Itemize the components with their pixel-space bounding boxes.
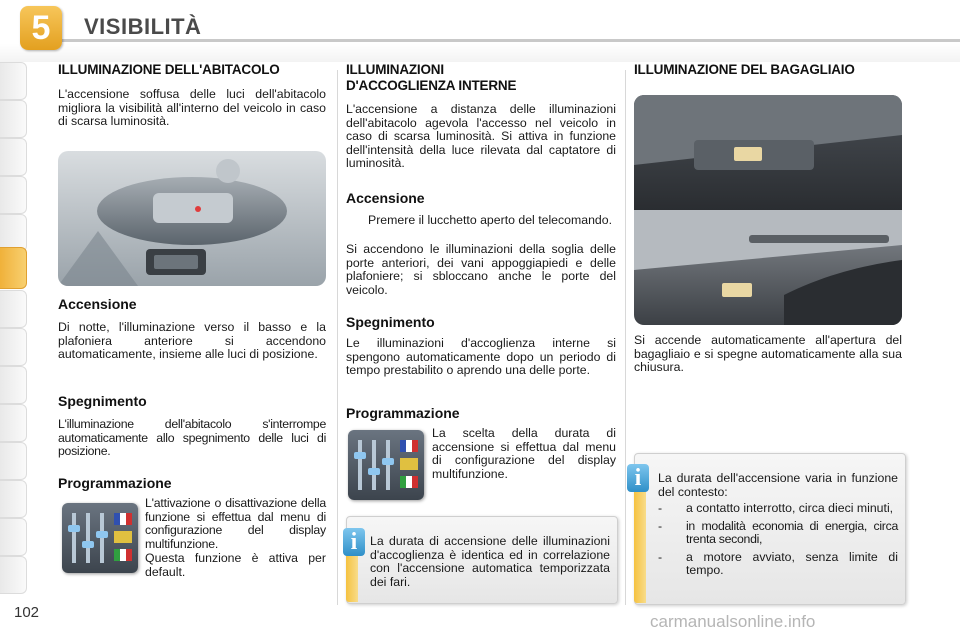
column-divider-2 [625,70,626,605]
section-title-cabin-lighting: ILLUMINAZIONE DELL'ABITACOLO [58,62,280,77]
welcome-spegnimento-title: Spegnimento [346,314,435,330]
welcome-title-line1: ILLUMINAZIONI [346,62,444,77]
welcome-accensione-bullet [346,214,616,228]
watermark: carmanualsonline.info [650,612,816,631]
side-tab-3[interactable] [0,138,27,176]
section-title-boot-lighting: ILLUMINAZIONE DEL BAGAGLIAIO [634,62,855,77]
column-divider-1 [337,70,338,605]
info-icon-2: i [627,464,649,492]
settings-sliders-icon-2 [348,430,424,500]
boot-info-intro: La durata dell'accensione varia in funzione del contesto: [658,471,898,499]
list-item-text: a contatto interrotto, circa dieci minuti, [686,501,894,515]
section-title-welcome-lighting [346,62,616,94]
side-tab-9[interactable] [0,366,27,404]
page-title: VISIBILITÀ [84,14,202,39]
welcome-programmazione-text: La scelta della durata di accensione si effettua dal menu di configurazione del display multifunzione. [432,426,616,481]
list-dash: - [658,549,663,564]
cabin-lighting-intro: L'accensione soffusa delle luci dell'abitacolo migliora la visibilità all'interno del veicolo in caso di scarsa luminosità. [58,87,326,129]
list-dash: - [658,518,663,533]
cabin-accensione-title: Accensione [58,296,137,312]
side-tab-active[interactable] [0,247,27,289]
side-tab-14[interactable] [0,556,27,594]
cabin-accensione-text: Di notte, l'illuminazione verso il basso e la plafoniera anteriore si accendono automaticamente, insieme alle luci di posizione. [58,320,326,362]
side-tab-11[interactable] [0,442,27,480]
settings-sliders-icon [62,503,138,573]
list-item [658,502,898,516]
info-icon: i [343,528,365,556]
welcome-info-text: La durata di accensione delle illuminazioni d'accoglienza è identica ed in correlazione con l'accensione automatica temporizzata dei fari. [370,534,610,589]
side-tab-1[interactable] [0,62,27,100]
side-tab-8[interactable] [0,328,27,366]
cabin-programmazione-text1: L'attivazione o disattivazione della funzione si effettua dal menu di configurazione del display multifunzione. [145,496,326,551]
side-tab-4[interactable] [0,176,27,214]
welcome-intro: L'accensione a distanza delle illuminazioni dell'abitacolo agevola l'accesso nel veicolo in caso di scarsa luminosità. Si attiva in funzione dell'intensità della luce rilevata dal captatore di luminosità. [346,102,616,171]
list-item [658,520,898,547]
chapter-badge: 5 [20,6,62,50]
list-item-text: in modalità economia di energia, circa trenta secondi, [686,518,898,547]
side-tab-2[interactable] [0,100,27,138]
cabin-programmazione-title: Programmazione [58,475,172,491]
list-item [658,551,898,578]
list-dash: - [658,501,663,515]
boot-info-stripe [634,480,646,603]
welcome-accensione-text: Si accendono le illuminazioni della soglia delle porte anteriori, dei vani appoggiapiedi e delle plafoniere; si sbloccano anche le porte del veicolo. [346,242,616,297]
welcome-accensione-title: Accensione [346,190,425,206]
boot-lighting-photo [634,95,902,325]
side-tab-13[interactable] [0,518,27,556]
welcome-programmazione-title: Programmazione [346,405,460,421]
page-number: 102 [14,604,40,621]
cabin-spegnimento-text: L'illuminazione dell'abitacolo s'interrompe automaticamente allo spegnimento delle luci di posizione. [58,417,326,459]
cabin-ceiling-light-photo [58,151,326,286]
welcome-title-line2: D'ACCOGLIENZA INTERNE [346,78,517,93]
side-tab-7[interactable] [0,290,27,328]
boot-lighting-text: Si accende automaticamente all'apertura del bagagliaio e si spegne automaticamente alla sua chiusura. [634,333,902,375]
welcome-accensione-bullet-text: Premere il lucchetto aperto del telecomando. [368,213,613,227]
boot-info-list [658,502,898,582]
list-item-text: a motore avviato, senza limite di tempo. [686,549,898,578]
side-tab-10[interactable] [0,404,27,442]
cabin-spegnimento-title: Spegnimento [58,393,147,409]
side-tab-12[interactable] [0,480,27,518]
cabin-programmazione-text2: Questa funzione è attiva per default. [145,551,326,579]
welcome-spegnimento-text: Le illuminazioni d'accoglienza interne si spengono automaticamente dopo un periodo di tempo prestabilito o aprendo una delle porte. [346,336,616,378]
